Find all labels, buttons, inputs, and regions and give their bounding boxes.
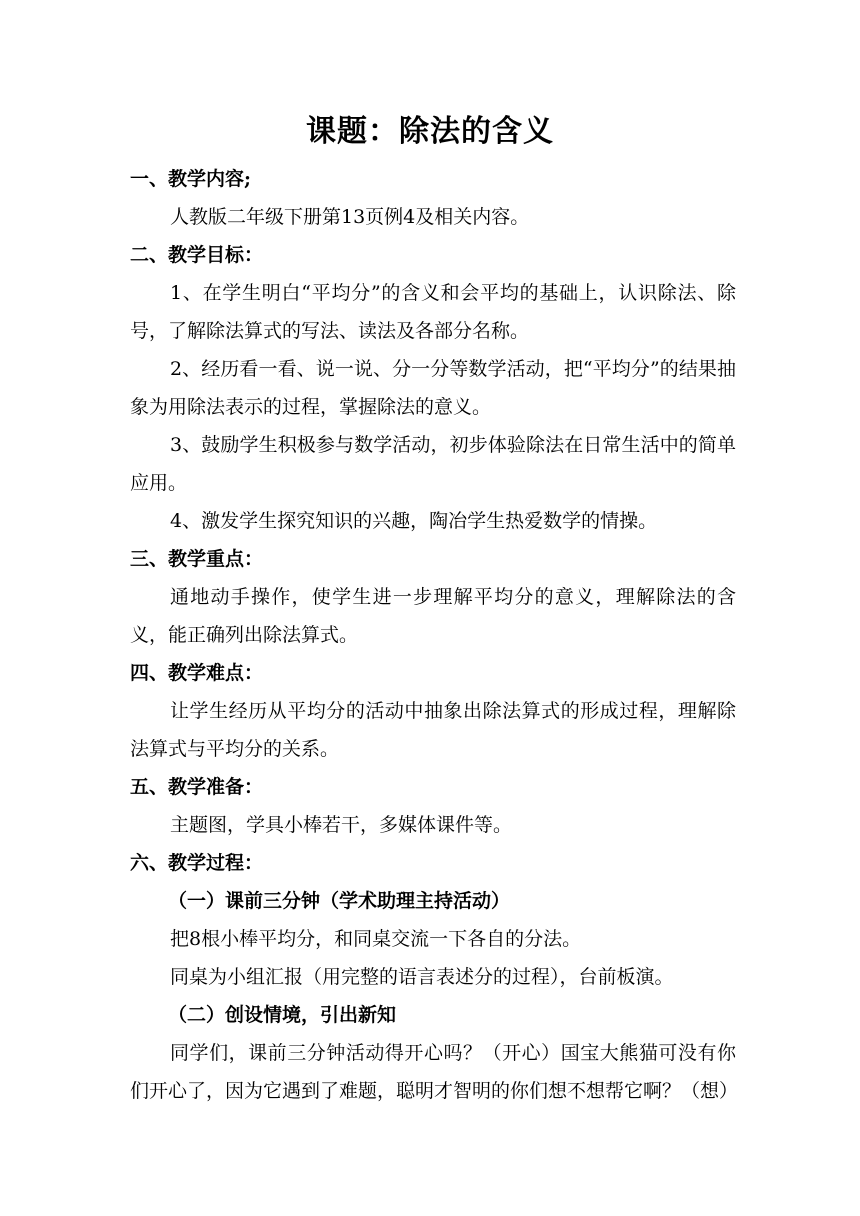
subsection-heading-warmup: （一）课前三分钟（学术助理主持活动） [168, 890, 511, 912]
section-heading-goals: 二、教学目标： [130, 244, 264, 266]
section-heading-preparation: 五、教学准备： [130, 776, 264, 798]
section-paragraph: 把8根小棒平均分，和同桌交流一下各自的分法。 [170, 928, 582, 950]
section-heading-process: 六、教学过程： [130, 852, 264, 874]
section-heading-key-points: 三、教学重点： [130, 548, 264, 570]
section-paragraph: 主题图，学具小棒若干，多媒体课件等。 [170, 814, 513, 836]
section-paragraph: 让学生经历从平均分的活动中抽象出除法算式的形成过程，理解除法算式与平均分的关系。 [130, 700, 736, 760]
goal-item-1: 1、在学生明白“平均分”的含义和会平均的基础上，认识除法、除号，了解除法算式的写法、读法及各部分名称。 [130, 282, 736, 342]
document-body [130, 160, 739, 1110]
goal-item-3: 3、鼓励学生积极参与数学活动，初步体验除法在日常生活中的简单应用。 [130, 434, 736, 494]
subsection-heading-scenario: （二）创设情境，引出新知 [168, 1004, 397, 1026]
section-paragraph: 通地动手操作，使学生进一步理解平均分的意义，理解除法的含义，能正确列出除法算式。 [130, 586, 736, 646]
goal-item-4: 4、激发学生探究知识的兴趣，陶冶学生热爱数学的情操。 [170, 510, 658, 532]
section-paragraph: 同桌为小组汇报（用完整的语言表述分的过程），台前板演。 [170, 966, 674, 988]
page-title: 课题：除法的含义 [306, 114, 554, 149]
goal-item-2: 2、经历看一看、说一说、分一分等数学活动，把“平均分”的结果抽象为用除法表示的过程，掌握除法的意义。 [130, 358, 736, 418]
section-paragraph: 人教版二年级下册第13页例4及相关内容。 [170, 206, 530, 228]
section-paragraph: 同学们，课前三分钟活动得开心吗？（开心）国宝大熊猫可没有你们开心了，因为它遇到了难题，聪明才智明的你们想不想帮它啊？（想） [130, 1042, 739, 1102]
section-heading-difficulties: 四、教学难点： [130, 662, 264, 684]
section-heading-content: 一、教学内容; [130, 168, 252, 190]
